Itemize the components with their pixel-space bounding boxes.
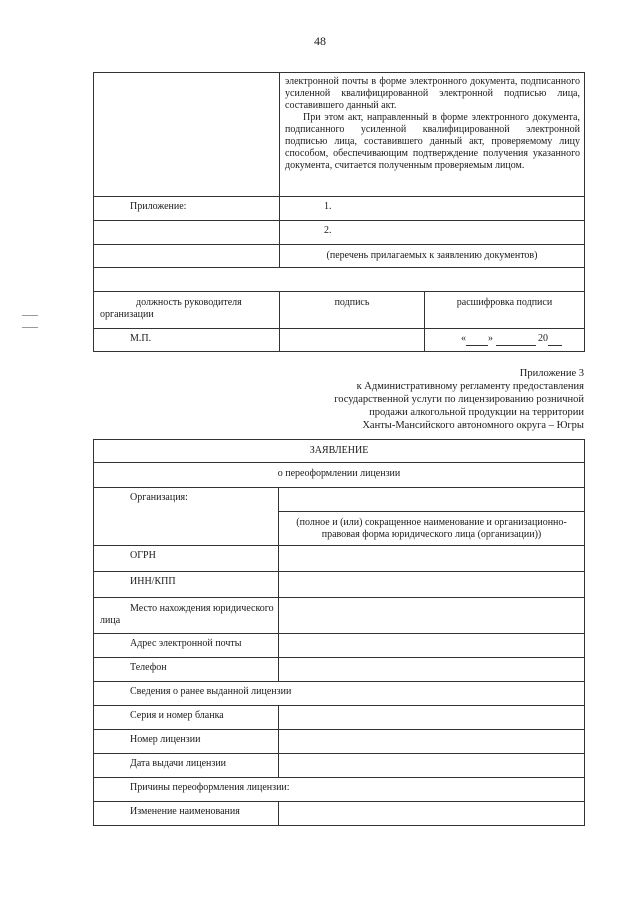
previous-form-table [93,72,585,352]
scan-mark [22,327,38,328]
organization-label: Организация: [94,488,279,546]
location-field[interactable] [279,598,585,634]
organization-note: (полное и (или) сокращенное наименование и организационно-правовая форма юридического лица (организации)) [279,512,585,546]
date-close-quote: » [488,333,493,344]
appendix-header [284,367,584,432]
email-label: Адрес электронной почты [94,634,279,658]
phone-field[interactable] [279,658,585,682]
form-title: ЗАЯВЛЕНИЕ [94,440,585,463]
appendix-line: государственной услуги по лицензированию розничной [334,394,584,405]
attachment-item-2: 2. [280,221,585,245]
date-open-quote: « [461,333,466,344]
page-number: 48 [314,34,326,48]
attachment-note: (перечень прилагаемых к заявлению документов) [280,245,585,268]
reasons-header: Причины переоформления лицензии: [94,778,585,802]
seal-label: М.П. [94,329,280,352]
ogrn-label: ОГРН [94,546,279,572]
year-blank [548,333,562,346]
empty-cell [280,329,425,352]
empty-row [94,268,585,292]
phone-label: Телефон [94,658,279,682]
appendix-line: к Административному регламенту предоставления [356,381,584,392]
position-label: должность руководителя организации [94,292,280,329]
attachment-label: Приложение: [94,197,280,221]
issue-date-label: Дата выдачи лицензии [94,754,279,778]
day-blank [466,333,488,346]
month-blank [496,333,536,346]
signature-decoding-label: расшифровка подписи [425,292,585,329]
scan-mark [22,315,38,316]
previous-license-header: Сведения о ранее выданной лицензии [94,682,585,706]
empty-cell [94,245,280,268]
name-change-label: Изменение наименования [94,802,279,826]
continuation-paragraph: электронной почты в форме электронного документа, подписанного усиленной квалифицированной электронной подписью лица, составившего данный акт. [285,76,580,111]
name-change-field[interactable] [279,802,585,826]
license-number-field[interactable] [279,730,585,754]
blank-series-label: Серия и номер бланка [94,706,279,730]
date-year: 20 [538,333,548,344]
location-label: Место нахождения юридического лица [94,598,279,634]
empty-cell [94,221,280,245]
date-line [425,329,585,352]
license-number-label: Номер лицензии [94,730,279,754]
issue-date-field[interactable] [279,754,585,778]
empty-cell [94,73,280,197]
blank-series-field[interactable] [279,706,585,730]
signature-label: подпись [280,292,425,329]
email-field[interactable] [279,634,585,658]
inn-kpp-field[interactable] [279,572,585,598]
form-subtitle: о переоформлении лицензии [94,463,585,488]
appendix-line: продажи алкогольной продукции на территории [369,407,584,418]
appendix-line: Ханты-Мансийского автономного округа – Югры [362,420,584,431]
organization-field[interactable] [279,488,585,512]
attachment-item-1: 1. [280,197,585,221]
application-form-table [93,439,585,826]
act-received-paragraph: При этом акт, направленный в форме электронного документа, подписанного усиленной квалифицированной электронной подписью лица, составившего данный акт, проверяемому лицу способом, обеспечивающим подтверждение получения указанного документа, считается полученным проверяемым лицом. [285,112,580,171]
act-delivery-text [280,73,585,197]
ogrn-field[interactable] [279,546,585,572]
inn-kpp-label: ИНН/КПП [94,572,279,598]
appendix-line: Приложение 3 [519,368,584,379]
